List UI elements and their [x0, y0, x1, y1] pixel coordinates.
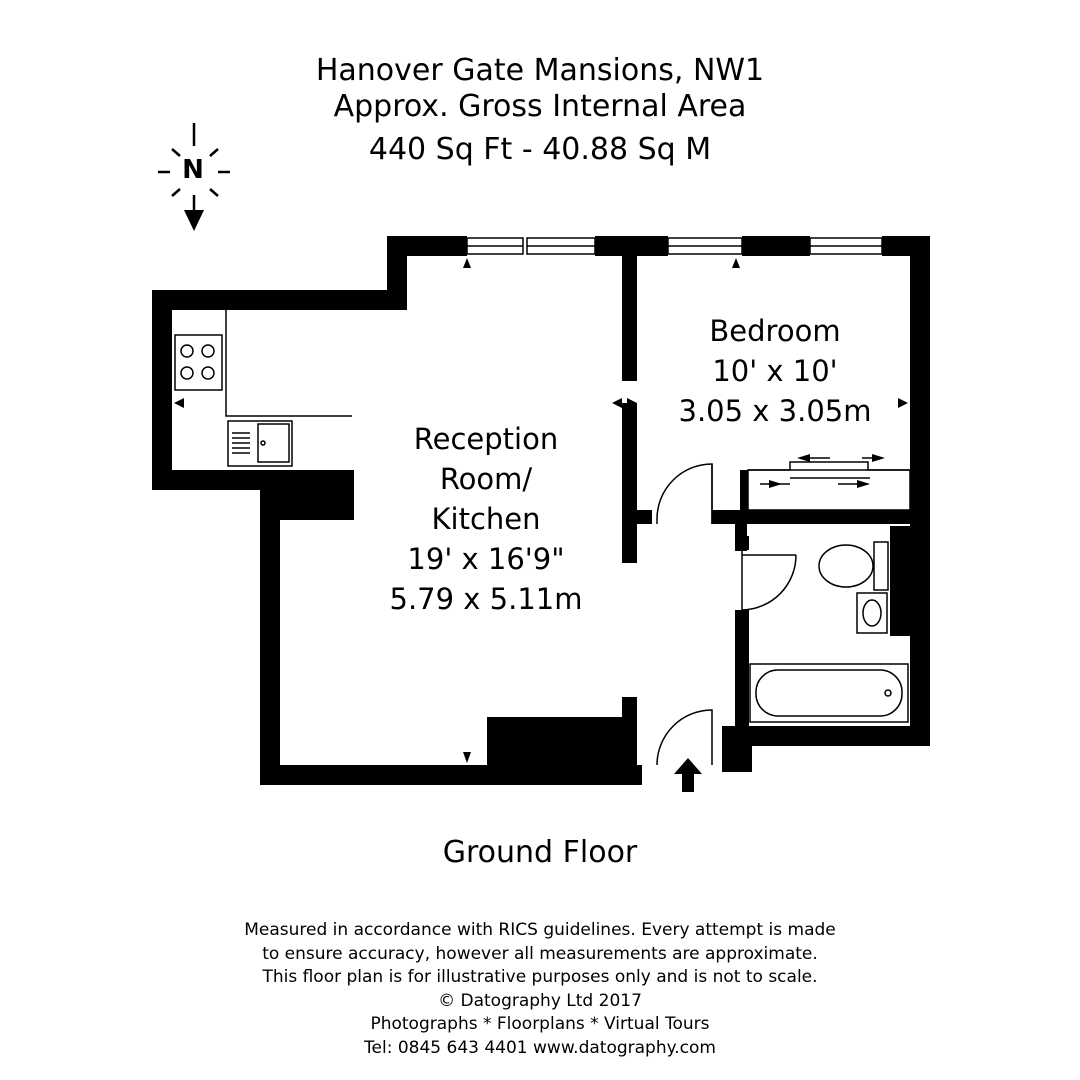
reception-imperial: 19' x 16'9"	[407, 542, 565, 576]
compass-north-label: N	[182, 155, 204, 185]
reception-name-line3: Kitchen	[431, 502, 541, 536]
disclaimer-footer	[0, 919, 1080, 1060]
footer-line-1: Measured in accordance with RICS guidelines. Every attempt is made	[244, 920, 836, 940]
area-heading: Approx. Gross Internal Area	[333, 89, 747, 124]
reception-room-label	[370, 419, 602, 619]
bedroom-metric: 3.05 x 3.05m	[678, 394, 872, 428]
footer-line-4: © Datography Ltd 2017	[438, 990, 642, 1011]
reception-metric: 5.79 x 5.11m	[389, 582, 583, 616]
bedroom-imperial: 10' x 10'	[712, 354, 838, 388]
bathroom-fixtures	[750, 542, 908, 722]
reception-name-line2: Room/	[439, 462, 533, 496]
bedroom-name: Bedroom	[709, 314, 841, 348]
area-value: 440 Sq Ft - 40.88 Sq M	[368, 132, 712, 167]
footer-line-2: to ensure accuracy, however all measurements are approximate.	[262, 943, 818, 964]
footer-line-3: This floor plan is for illustrative purposes only and is not to scale.	[262, 967, 818, 987]
entrance-arrow-icon	[674, 758, 702, 792]
footer-line-5: Photographs * Floorplans * Virtual Tours	[370, 1014, 710, 1034]
footer-line-6: Tel: 0845 643 4401 www.datography.com	[364, 1037, 716, 1058]
wardrobe-arrows	[769, 454, 885, 488]
floor-label: Ground Floor	[442, 835, 638, 870]
bedroom-label	[640, 311, 910, 431]
property-title: Hanover Gate Mansions, NW1	[315, 53, 765, 88]
doors	[657, 464, 796, 765]
kitchen-counter	[175, 310, 352, 466]
reception-name-line1: Reception	[413, 422, 559, 456]
windows	[467, 238, 882, 254]
